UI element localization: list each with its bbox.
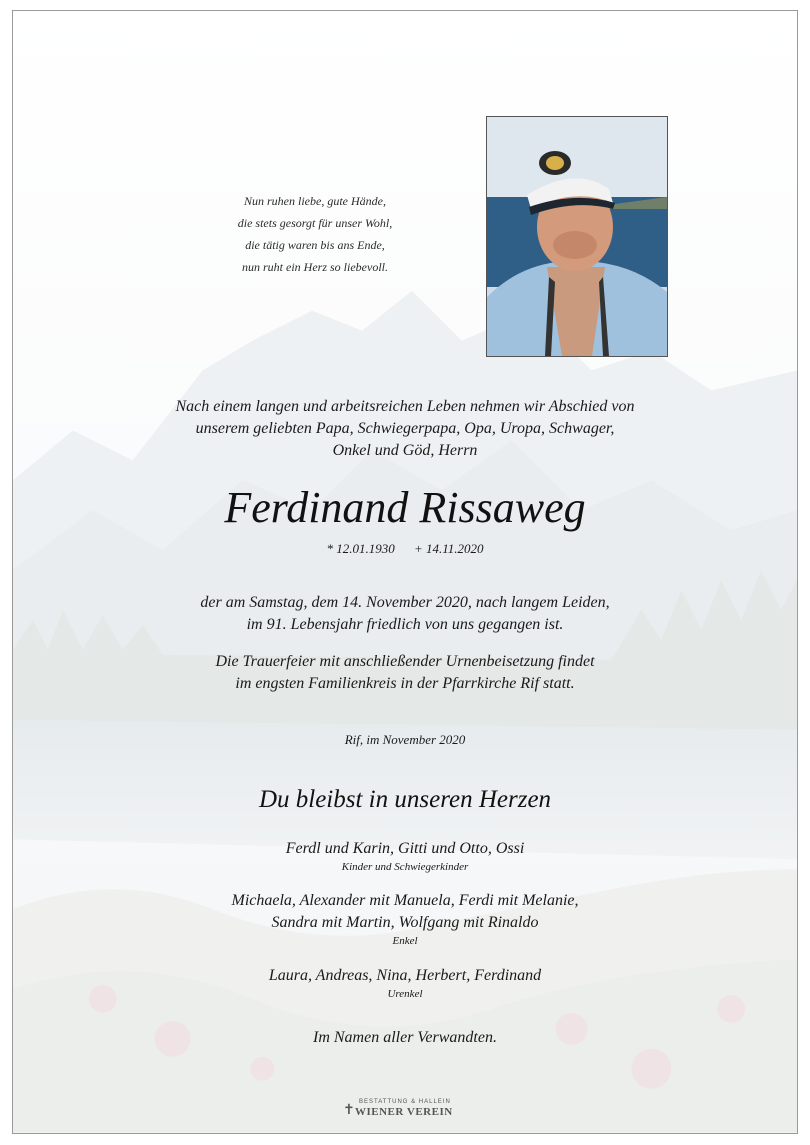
- mourner-names: Ferdl und Karin, Gitti und Otto, Ossi: [285, 840, 525, 857]
- logo-top-text: BESTATTUNG & HALLEIN: [359, 1099, 451, 1105]
- mourner-role: Enkel: [392, 935, 418, 947]
- mourner-names: Michaela, Alexander mit Manuela, Ferdi mit Melanie,: [231, 892, 579, 909]
- mourner-names: Laura, Andreas, Nina, Herbert, Ferdinand: [268, 967, 542, 984]
- poem-line: nun ruht ein Herz so liebevoll.: [242, 260, 388, 274]
- intro-line: unserem geliebten Papa, Schwiegerpapa, Opa, Uropa, Schwager,: [195, 420, 615, 437]
- funeral-text: [0, 651, 810, 695]
- birth-date: * 12.01.1930: [326, 541, 395, 556]
- cross-icon: ✝: [343, 1101, 355, 1117]
- mourner-group-great-grandchildren: [0, 965, 810, 1002]
- funeral-line: im engsten Familienkreis in der Pfarrkirche Rif statt.: [235, 675, 575, 692]
- death-line: im 91. Lebensjahr friedlich von uns gegangen ist.: [246, 616, 564, 633]
- mourner-group-grandchildren: [0, 890, 810, 949]
- poem-line: Nun ruhen liebe, gute Hände,: [244, 194, 386, 208]
- poem-line: die tätig waren bis ans Ende,: [245, 238, 385, 252]
- funeral-line: Die Trauerfeier mit anschließender Urnenbeisetzung findet: [215, 653, 595, 670]
- life-dates: [0, 540, 810, 558]
- mourner-names: Sandra mit Martin, Wolfgang mit Rinaldo: [271, 914, 539, 931]
- poem: [190, 190, 440, 278]
- mourner-group-children: [0, 838, 810, 875]
- intro-line: Onkel und Göd, Herrn: [332, 442, 478, 459]
- intro-line: Nach einem langen und arbeitsreichen Leben nehmen wir Abschied von: [175, 398, 635, 415]
- intro-text: [0, 396, 810, 462]
- poem-line: die stets gesorgt für unser Wohl,: [237, 216, 393, 230]
- death-date: + 14.11.2020: [413, 541, 484, 556]
- logo-main-text: WIENER VEREIN: [355, 1106, 453, 1118]
- portrait-photo: [486, 116, 668, 357]
- death-text: [0, 592, 810, 636]
- mourner-role: Urenkel: [387, 988, 423, 1000]
- mourner-role: Kinder und Schwiegerkinder: [341, 861, 469, 873]
- place-date: Rif, im November 2020: [344, 732, 466, 747]
- funeral-home-logo: [341, 1097, 473, 1121]
- motto: Du bleibst in unseren Herzen: [258, 786, 552, 813]
- death-line: der am Samstag, dem 14. November 2020, nach langem Leiden,: [200, 594, 610, 611]
- deceased-name: Ferdinand Rissaweg: [224, 483, 586, 532]
- closing-line: Im Namen aller Verwandten.: [313, 1029, 497, 1046]
